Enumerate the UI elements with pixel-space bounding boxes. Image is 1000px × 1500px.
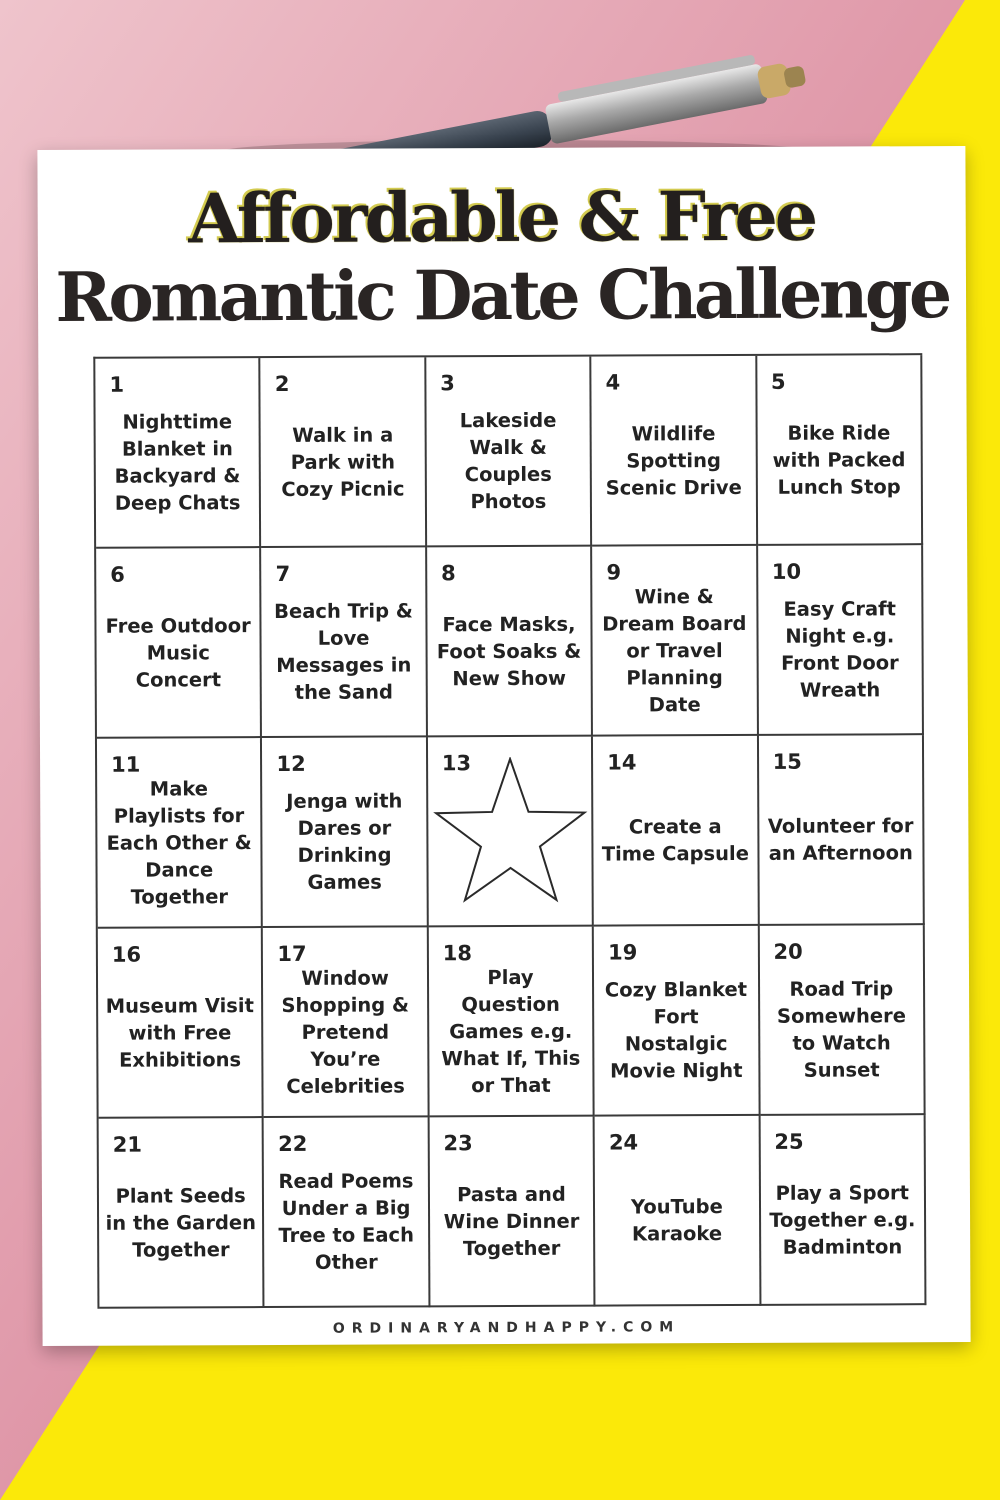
cell-activity: Pasta and Wine Dinner Together [443, 1182, 580, 1260]
cell-activity: Create a Time Capsule [601, 815, 749, 866]
cell-activity: YouTube Karaoke [630, 1195, 723, 1246]
cell-activity: Easy Craft Night e.g. Front Door Wreath [781, 597, 899, 702]
challenge-cell [98, 928, 264, 1119]
challenge-cell [428, 737, 594, 928]
title-line-1: Affordable & Free [188, 176, 816, 260]
cell-number: 15 [772, 749, 802, 774]
challenge-cell [99, 1118, 265, 1309]
cell-activity: Free Outdoor Music Concert [105, 613, 251, 692]
challenge-cell [262, 547, 428, 738]
challenge-cell [594, 926, 760, 1117]
cell-activity: Window Shopping & Pretend You’re Celebrities [281, 966, 410, 1098]
challenge-cell [96, 548, 262, 739]
cell-number: 4 [605, 370, 621, 395]
cell-number: 22 [278, 1131, 308, 1156]
challenge-cell [592, 546, 758, 737]
cell-activity: Plant Seeds in the Garden Together [105, 1183, 257, 1262]
cell-number: 10 [771, 559, 802, 584]
challenge-cell [426, 357, 592, 548]
cell-number: 9 [606, 560, 622, 585]
challenge-cell [95, 358, 261, 549]
cell-number: 23 [443, 1131, 473, 1156]
cell-activity: Cozy Blanket Fort Nostalgic Movie Night [604, 977, 748, 1083]
cell-number: 1 [109, 372, 125, 397]
challenge-cell [595, 1116, 761, 1307]
challenge-cell [760, 1115, 926, 1306]
cell-number: 6 [110, 562, 125, 587]
cell-activity: Lakeside Walk & Couples Photos [459, 408, 557, 514]
cell-number: 7 [275, 561, 291, 586]
cell-number: 21 [112, 1132, 143, 1157]
challenge-cell [97, 738, 263, 929]
cell-number: 13 [441, 751, 472, 776]
cell-activity: Nighttime Blanket in Backyard & Deep Chats [114, 410, 241, 515]
star-icon [432, 757, 589, 908]
cell-number: 25 [774, 1129, 804, 1154]
challenge-cell [427, 547, 593, 738]
cell-activity: Play Question Games e.g. What If, This or That [441, 965, 581, 1097]
challenge-grid [93, 353, 926, 1309]
cell-activity: Read Poems Under a Big Tree to Each Other [278, 1169, 414, 1274]
cell-activity: Volunteer for an Afternoon [767, 814, 914, 865]
cell-activity: Bike Ride with Packed Lunch Stop [772, 420, 906, 499]
challenge-cell [264, 1117, 430, 1308]
challenge-cell [759, 925, 925, 1116]
cell-number: 14 [607, 750, 637, 775]
challenge-cell [262, 737, 428, 928]
cell-number: 8 [440, 561, 456, 586]
cell-number: 3 [440, 371, 455, 396]
challenge-cell [263, 927, 429, 1118]
cell-number: 20 [773, 939, 803, 964]
cell-activity: Make Playlists for Each Other & Dance Together [106, 776, 252, 909]
challenge-cell [593, 736, 759, 927]
cell-activity: Jenga with Dares or Drinking Games [286, 789, 403, 894]
cell-number: 11 [111, 752, 141, 777]
challenge-cell [429, 1117, 595, 1308]
title-line-2: Romantic Date Challenge [55, 254, 949, 338]
cell-number: 18 [442, 941, 472, 966]
cell-number: 5 [770, 369, 786, 394]
cell-number: 12 [276, 751, 306, 776]
cell-activity: Museum Visit with Free Exhibitions [105, 993, 254, 1072]
cell-number: 24 [608, 1130, 639, 1155]
cell-number: 19 [608, 940, 638, 965]
challenge-cell [757, 355, 923, 546]
challenge-cell [759, 735, 925, 926]
cell-activity: Road Trip Somewhere to Watch Sunset [776, 977, 906, 1082]
challenge-cell [758, 545, 924, 736]
cell-activity: Play a Sport Together e.g. Badminton [769, 1180, 916, 1259]
cell-activity: Walk in a Park with Cozy Picnic [281, 422, 405, 501]
cell-number: 2 [274, 371, 290, 396]
cell-number: 16 [111, 942, 142, 967]
challenge-cell [261, 357, 427, 548]
challenge-cell [429, 927, 595, 1118]
cell-activity: Wildlife Spotting Scenic Drive [605, 421, 742, 500]
cell-number: 17 [277, 941, 307, 966]
cell-activity: Beach Trip & Love Messages in the Sand [274, 599, 413, 704]
challenge-sheet [37, 146, 970, 1346]
website-footer: ORDINARYANDHAPPY.COM [332, 1319, 681, 1337]
challenge-cell [591, 356, 757, 547]
cell-activity: Face Masks, Foot Soaks & New Show [436, 612, 582, 690]
cell-activity: Wine & Dream Board or Travel Planning Date [602, 584, 747, 716]
